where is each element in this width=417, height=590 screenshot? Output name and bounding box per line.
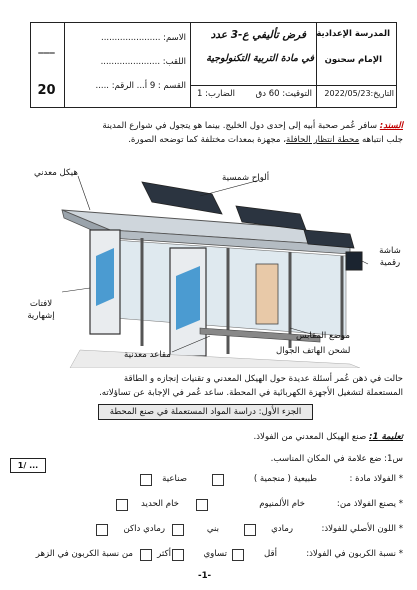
instruction-1 bbox=[14, 430, 403, 444]
option-brown-label: بني bbox=[206, 524, 219, 534]
exam-subject: في مادة التربية التكنولوجية bbox=[206, 53, 314, 64]
instruction-1-label: تعليمة 1: bbox=[369, 432, 403, 442]
checkbox-natural[interactable] bbox=[212, 474, 224, 486]
part-one-title: الجزء الأول: دراسة المواد المستعملة في صنع المحطة bbox=[98, 404, 313, 420]
intro-paragraph bbox=[14, 372, 403, 400]
score-cell bbox=[29, 23, 64, 107]
option-natural-label: طبيعية ( منجمية ) bbox=[253, 474, 317, 484]
question-1-mark: 1/ ... bbox=[10, 458, 46, 473]
exam-title: فرض تأليفي ع-3 عدد bbox=[210, 29, 306, 41]
option-less-label: أقل bbox=[263, 549, 277, 559]
label-charging-spot-2: لشحن الهاتف الجوال bbox=[276, 346, 351, 356]
label-metal-frame: هيكل معدني bbox=[34, 168, 78, 178]
student-surname-field: اللقب: ...................... bbox=[100, 57, 186, 67]
exam-date: التاريخ:2022/05/23 bbox=[324, 89, 394, 98]
label-charging-spot: موضع المقابس bbox=[296, 331, 350, 341]
option-dark-gray-label: رمادي داكن bbox=[123, 524, 165, 534]
intro-line-2: المستعملة لتشغيل الأجهزة الكهربائية في المحطة. ساعد عُمر في الإجابة عن تساؤلاته. bbox=[99, 388, 403, 398]
made-from-label: * يصنع الفولاذ من: bbox=[336, 499, 403, 509]
context-line-2-underlined: محطة انتظار الحافلة bbox=[286, 135, 360, 145]
carbon-compare-text: من نسبة الكربون في الزهر bbox=[35, 549, 133, 559]
checkbox-less[interactable] bbox=[232, 549, 244, 561]
exam-title-cell bbox=[190, 23, 316, 107]
context-line-2a: جلب انتباهه bbox=[361, 135, 403, 145]
page-number: -1- bbox=[198, 571, 212, 581]
checkbox-equal[interactable] bbox=[172, 549, 184, 561]
context-line-2b: ، مجهزة بمعدات مختلفة كما توضحه الصورة. bbox=[128, 135, 286, 145]
context-label: السند: bbox=[379, 121, 403, 131]
option-iron-ore-label: خام الحديد bbox=[141, 499, 179, 509]
intro-line-1: حالت في ذهن عُمر أسئلة عديدة حول الهيكل المعدني و تقنيات إنجازه و الطاقة bbox=[123, 374, 403, 384]
label-digital-screen: شاشة رقمية bbox=[379, 246, 401, 268]
checkbox-dark-gray[interactable] bbox=[96, 524, 108, 536]
checkbox-more[interactable] bbox=[140, 549, 152, 561]
option-more-label: أكثر bbox=[157, 549, 171, 559]
option-aluminum-ore-label: خام الألمنيوم bbox=[259, 499, 305, 509]
instruction-1-text: صنع الهيكل المعدني من الفولاذ. bbox=[253, 432, 370, 442]
question-1: س1: ضع علامة في المكان المناسب. bbox=[270, 454, 403, 464]
label-metal-seats: مقاعد معدنية bbox=[124, 350, 171, 360]
exam-header bbox=[30, 22, 397, 108]
checkbox-gray[interactable] bbox=[244, 524, 256, 536]
checkbox-iron-ore[interactable] bbox=[116, 499, 128, 511]
student-info-cell bbox=[64, 23, 190, 107]
context-paragraph bbox=[14, 119, 403, 147]
school-name: الإمام سحنون bbox=[324, 55, 382, 65]
option-industrial-label: صناعية bbox=[162, 474, 187, 484]
school-cell bbox=[316, 23, 396, 107]
label-solar-panels: ألواح شمسية bbox=[222, 173, 270, 183]
score-total: 20 bbox=[37, 83, 56, 98]
color-label: * اللون الأصلي للفولاذ: bbox=[321, 524, 403, 534]
option-gray-label: رمادي bbox=[271, 524, 293, 534]
school-label: المدرسة الإعدادية bbox=[316, 29, 390, 39]
steel-is-label: * الفولاذ مادة : bbox=[349, 474, 403, 484]
option-equal-label: تساوي bbox=[203, 549, 227, 559]
checkbox-industrial[interactable] bbox=[140, 474, 152, 486]
carbon-label: * نسبة الكربون في الفولاذ: bbox=[306, 549, 403, 559]
student-name-field: الاسم: ...................... bbox=[101, 33, 186, 43]
checkbox-brown[interactable] bbox=[172, 524, 184, 536]
checkbox-aluminum-ore[interactable] bbox=[196, 499, 208, 511]
student-class-field: القسم : 9 أ... الرقم: ..... bbox=[95, 81, 186, 91]
exam-coefficient: الضارب: 1 bbox=[197, 89, 236, 99]
exam-duration: التوقيت: 60 دق bbox=[255, 89, 312, 99]
score-blank: ___ bbox=[38, 41, 55, 54]
label-ad-signs: لافتات إشهارية bbox=[27, 299, 55, 321]
context-line-1: سافر عُمر صحبة أبيه إلى إحدى دول الخليج. بينما هو يتجول في شوارع المدينة bbox=[102, 121, 378, 131]
